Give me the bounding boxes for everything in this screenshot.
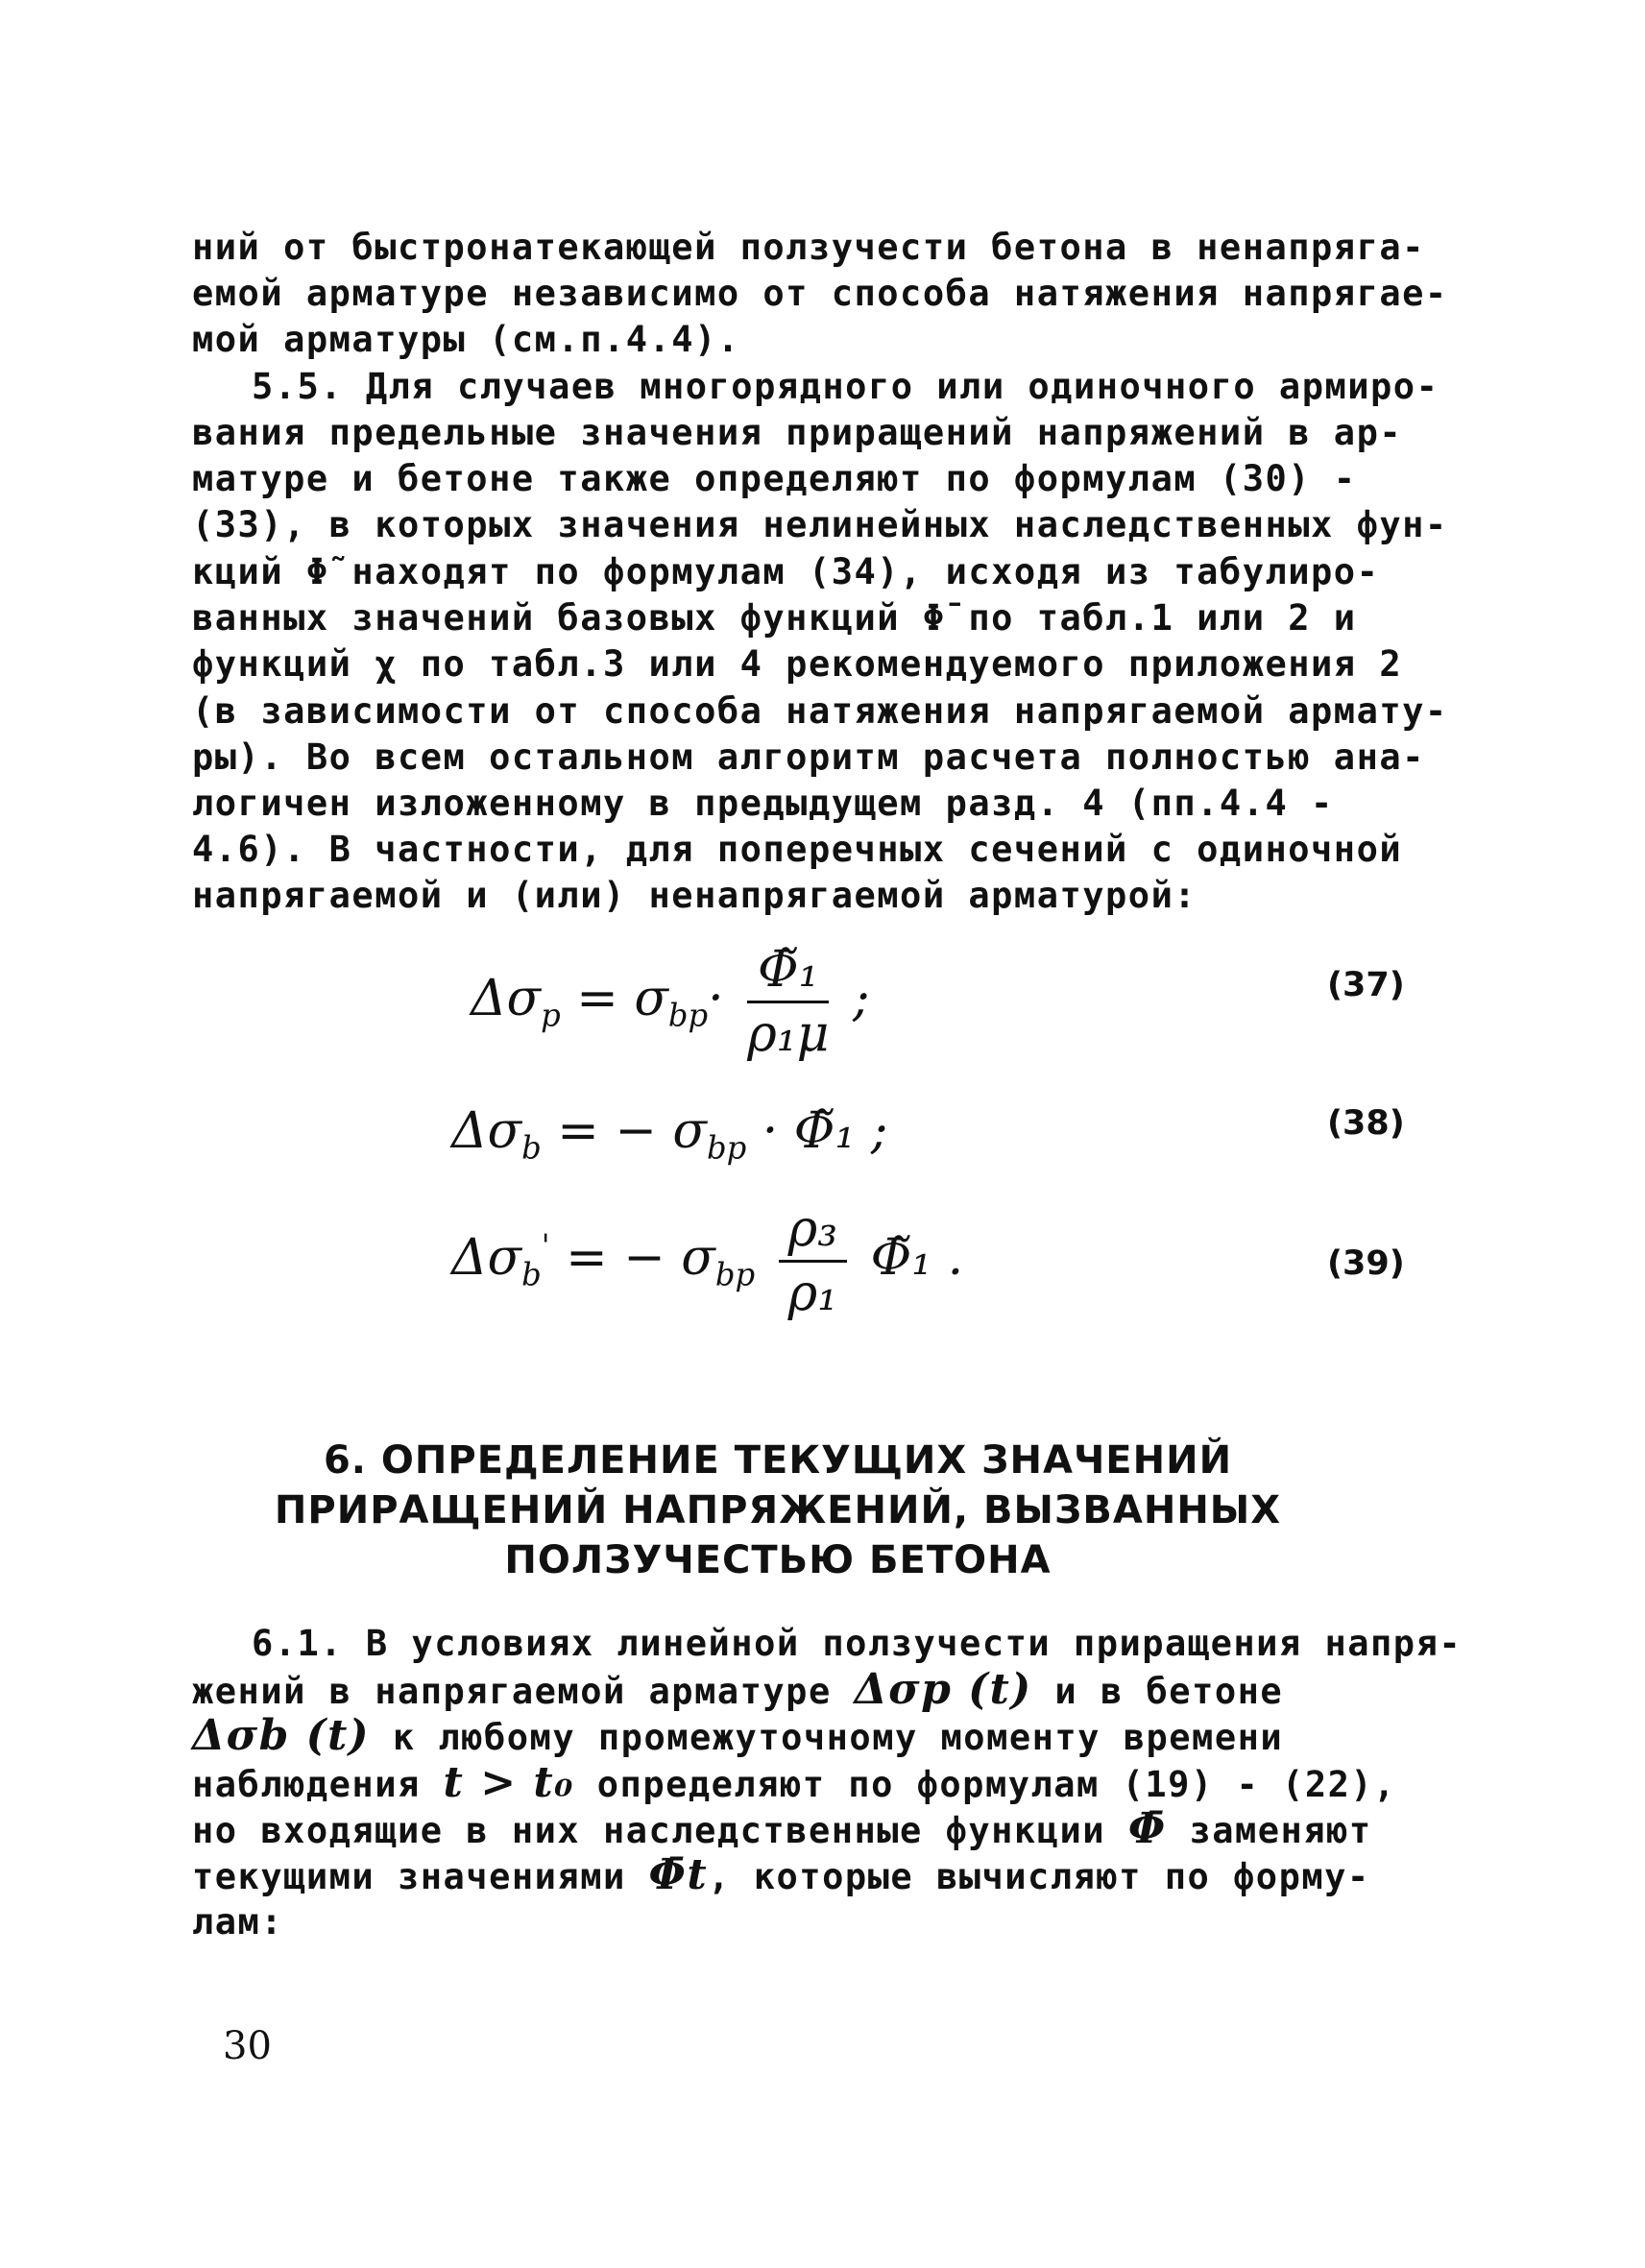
text-line: жений в напрягаемой арматуре Δσp (t) и в бетоне [192, 1665, 1284, 1714]
page-number: 30 [223, 2024, 272, 2068]
inline-formula: Φ̄ [1127, 1804, 1167, 1853]
fraction: $\frac{\text{ρ₃}}{\text{ρ₁}}$ [779, 1200, 847, 1322]
text-line: ний от быстронатекающей ползучести бетона в ненапряга- [192, 227, 1425, 268]
text-line: функций χ по табл.3 или 4 рекомендуемого приложения 2 [192, 643, 1403, 685]
equation-38: $\Delta\sigma_b$ = − $\sigma_{bp}$ · Φ̃₁ ; [451, 1102, 888, 1167]
text-line: мой арматуры (см.п.4.4). [192, 319, 740, 360]
text-line: наблюдения t > t₀ определяют по формулам (19) - (22), [192, 1758, 1396, 1807]
fraction: $\frac{\text{Φ̃₁}}{\text{ρ₁μ}}$ [747, 941, 830, 1063]
text-line: (33), в которых значения нелинейных наследственных фун- [192, 504, 1448, 545]
equation-number: (37) [1327, 966, 1405, 1004]
section-heading: 6. ОПРЕДЕЛЕНИЕ ТЕКУЩИХ ЗНАЧЕНИЙ [323, 1438, 1233, 1483]
text-line: 5.5. Для случаев многорядного или одиночного армиро- [252, 366, 1439, 407]
text-line: емой арматуре независимо от способа натяжения напрягае- [192, 273, 1448, 314]
text-line: 6.1. В условиях линейной ползучести приращения напря- [252, 1623, 1463, 1664]
equation-37: $\Delta\sigma_p = \sigma_{bp}\cdot$ $\frac{\text{Φ̃₁}}{\text{ρ₁μ}}$ ; [471, 941, 870, 1063]
text-line: но входящие в них наследственные функции Φ̄ заменяют [192, 1804, 1372, 1853]
inline-formula: Δσp (t) [854, 1665, 1032, 1714]
inline-formula: Φ̄t [648, 1850, 709, 1899]
text-line: лам: [192, 1901, 284, 1942]
equation-number: (39) [1327, 1244, 1405, 1283]
text-line: кций Φ̃ находят по формулам (34), исходя из табулиро- [192, 551, 1380, 592]
inline-formula: t > t₀ [443, 1758, 574, 1807]
text-line: вания предельные значения приращений напряжений в ар- [192, 412, 1403, 453]
text-line: напрягаемой и (или) ненапрягаемой арматурой: [192, 875, 1197, 916]
equation-number: (38) [1327, 1104, 1405, 1143]
text-line: матуре и бетоне также определяют по формулам (30) - [192, 458, 1357, 499]
text-line: 4.6). В частности, для поперечных сечений с одиночной [192, 829, 1403, 870]
text-line: текущими значениями Φ̄t, которые вычисляют по форму- [192, 1850, 1370, 1899]
inline-formula: Δσb (t) [192, 1711, 371, 1760]
equation-39: $\Delta\sigma_b'$ = − $\sigma_{bp}$ $\frac{\text{ρ₃}}{\text{ρ₁}}$ Φ̃₁ . [451, 1200, 964, 1322]
text-line: Δσb (t) к любому промежуточному моменту времени [192, 1711, 1284, 1760]
text-line: логичен изложенному в предыдущем разд. 4 (пп.4.4 - [192, 783, 1334, 824]
section-heading: ПРИРАЩЕНИЙ НАПРЯЖЕНИЙ, ВЫЗВАННЫХ [274, 1488, 1282, 1532]
text-line: (в зависимости от способа натяжения напрягаемой армату- [192, 690, 1448, 732]
text-line: ры). Во всем остальном алгоритм расчета полностью ана- [192, 736, 1425, 778]
section-heading: ПОЛЗУЧЕСТЬЮ БЕТОНА [504, 1538, 1052, 1582]
text-line: ванных значений базовых функций Φ̄ по табл.1 или 2 и [192, 597, 1357, 639]
